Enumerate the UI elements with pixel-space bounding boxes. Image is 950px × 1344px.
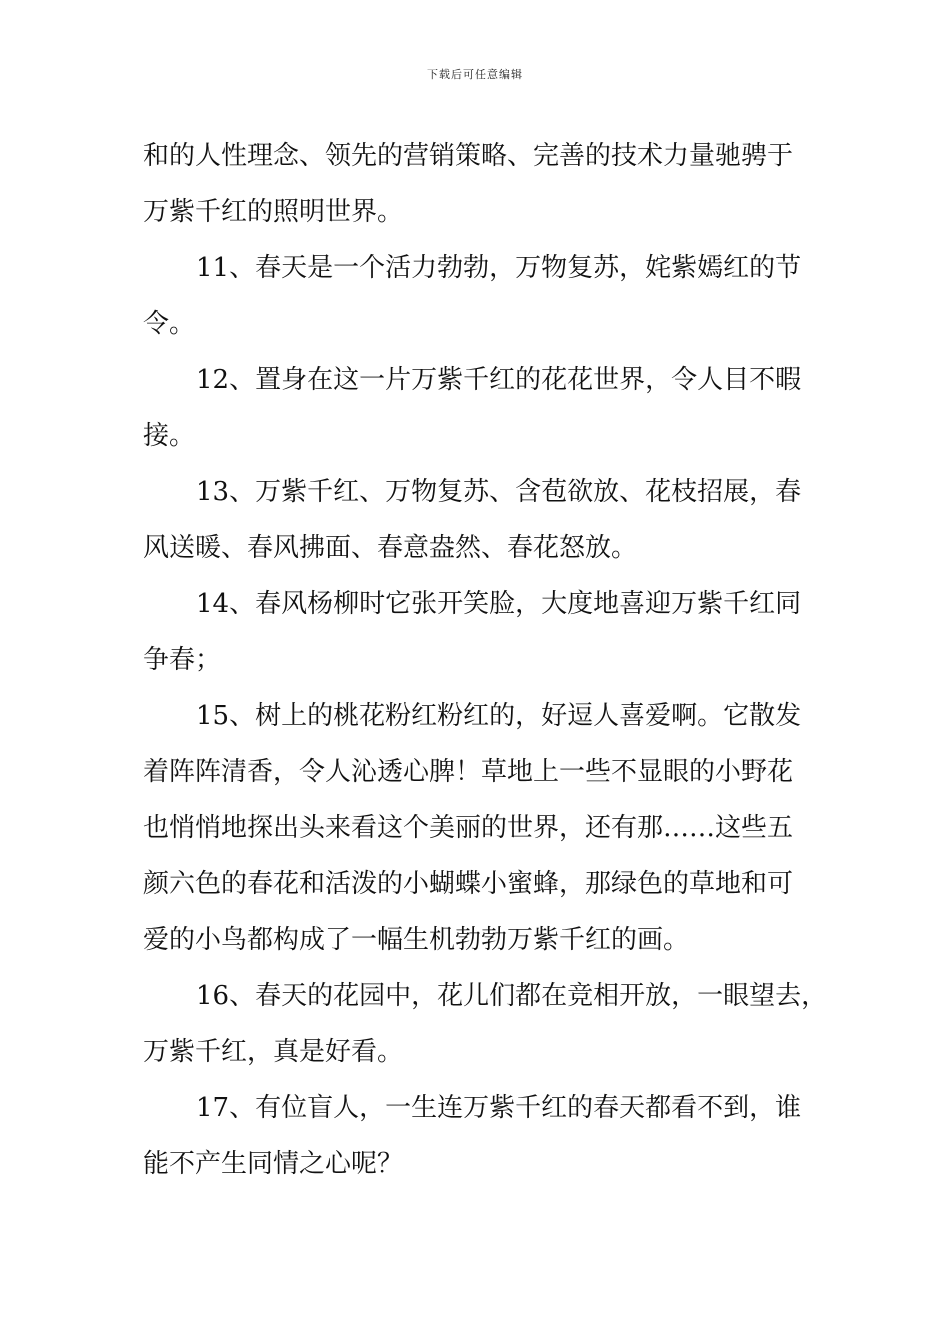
paragraph-line: 万紫千红的照明世界。 bbox=[143, 197, 404, 227]
paragraph-line: 15、树上的桃花粉红粉红的，好逗人喜爱啊。它散发 bbox=[196, 701, 802, 731]
paragraph bbox=[143, 240, 807, 352]
paragraph-line: 和的人性理念、领先的营销策略、完善的技术力量驰骋于 bbox=[143, 141, 794, 171]
paragraph-line: 13、万紫千红、万物复苏、含苞欲放、花枝招展，春 bbox=[196, 477, 802, 507]
paragraph-line: 11、春天是一个活力勃勃，万物复苏，姹紫嫣红的节 bbox=[196, 253, 802, 283]
paragraph-line: 12、置身在这一片万紫千红的花花世界，令人目不暇 bbox=[196, 365, 802, 395]
paragraph-line: 着阵阵清香，令人沁透心脾！草地上一些不显眼的小野花 bbox=[143, 757, 794, 787]
paragraph-line: 风送暖、春风拂面、春意盎然、春花怒放。 bbox=[143, 533, 638, 563]
header-note: 下载后可任意编辑 bbox=[427, 68, 523, 81]
paragraph bbox=[143, 576, 807, 688]
paragraph-line: 争春； bbox=[143, 645, 222, 675]
paragraph-line: 万紫千红，真是好看。 bbox=[143, 1037, 404, 1067]
paragraph-line: 17、有位盲人，一生连万紫千红的春天都看不到，谁 bbox=[196, 1093, 802, 1123]
paragraph-line: 14、春风杨柳时它张开笑脸，大度地喜迎万紫千红同 bbox=[196, 589, 802, 619]
paragraph-line: 颜六色的春花和活泼的小蝴蝶小蜜蜂，那绿色的草地和可 bbox=[143, 869, 794, 899]
paragraph bbox=[143, 968, 828, 1080]
document-body bbox=[143, 128, 828, 1192]
paragraph-line: 也悄悄地探出头来看这个美丽的世界，还有那……这些五 bbox=[143, 813, 794, 843]
paragraph-line: 爱的小鸟都构成了一幅生机勃勃万紫千红的画。 bbox=[143, 925, 690, 955]
paragraph-line: 接。 bbox=[143, 421, 196, 451]
paragraph bbox=[143, 688, 807, 968]
paragraph bbox=[143, 352, 807, 464]
paragraph bbox=[143, 1080, 807, 1192]
paragraph-line: 令。 bbox=[143, 309, 196, 339]
paragraph bbox=[143, 128, 807, 240]
paragraph-line: 16、春天的花园中，花儿们都在竞相开放，一眼望去， bbox=[196, 981, 828, 1011]
paragraph bbox=[143, 464, 807, 576]
paragraph-line: 能不产生同情之心呢？ bbox=[143, 1149, 404, 1179]
